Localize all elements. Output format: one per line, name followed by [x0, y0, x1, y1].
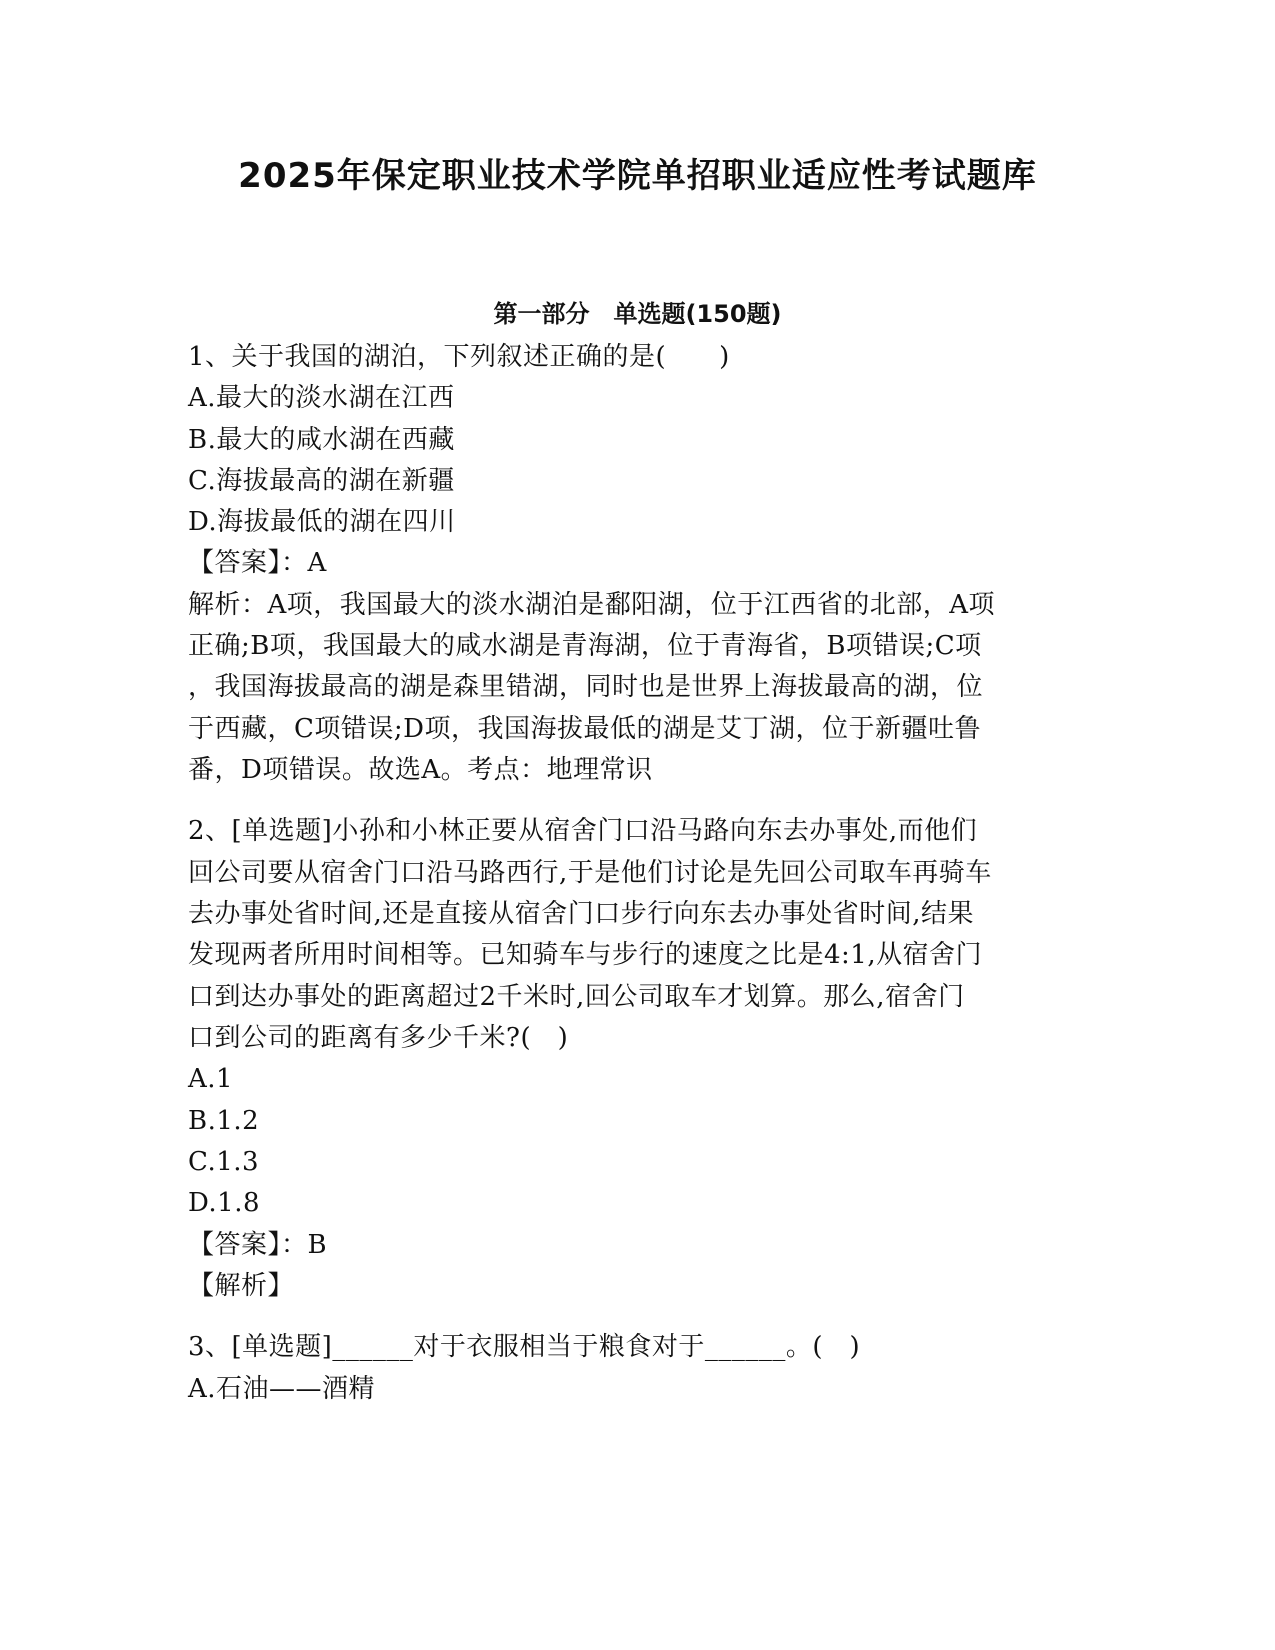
question-1-option-c: C.海拔最高的湖在新疆 — [188, 466, 455, 496]
question-2-stem-line: 口到达办事处的距离超过2千米时,回公司取车才划算。那么,宿舍门 — [188, 982, 965, 1012]
question-3-option-a: A.石油——酒精 — [188, 1374, 376, 1404]
question-1-analysis-line: 番，D项错误。故选A。考点：地理常识 — [188, 755, 653, 785]
section-title: 第一部分 单选题(150题) — [493, 300, 782, 328]
question-1-stem: 1、关于我国的湖泊，下列叙述正确的是( ) — [188, 342, 730, 372]
question-2-stem-line: 2、[单选题]小孙和小林正要从宿舍门口沿马路向东去办事处,而他们 — [188, 816, 978, 846]
question-2-stem-line: 去办事处省时间,还是直接从宿舍门口步行向东去办事处省时间,结果 — [188, 899, 975, 929]
question-1-analysis-line: ，我国海拔最高的湖是森里错湖，同时也是世界上海拔最高的湖，位 — [188, 672, 984, 702]
question-2-answer: 【答案】：B — [188, 1230, 328, 1260]
question-2-stem-line: 发现两者所用时间相等。已知骑车与步行的速度之比是4:1,从宿舍门 — [188, 940, 983, 970]
question-1-option-d: D.海拔最低的湖在四川 — [188, 507, 456, 537]
question-2-stem-line: 口到公司的距离有多少千米?( ) — [188, 1023, 569, 1053]
question-2-option-c: C.1.3 — [188, 1147, 260, 1177]
question-1-analysis-line: 正确;B项，我国最大的咸水湖是青海湖，位于青海省，B项错误;C项 — [188, 631, 982, 661]
question-3-stem: 3、[单选题]______对于衣服相当于粮食对于______。( ) — [188, 1332, 861, 1362]
question-1-analysis-line: 解析：A项，我国最大的淡水湖泊是鄱阳湖，位于江西省的北部，A项 — [188, 590, 996, 620]
question-1-answer: 【答案】：A — [188, 548, 327, 578]
document-title: 2025年保定职业技术学院单招职业适应性考试题库 — [238, 156, 1037, 196]
question-1-option-a: A.最大的淡水湖在江西 — [188, 383, 455, 413]
question-2-stem-line: 回公司要从宿舍门口沿马路西行,于是他们讨论是先回公司取车再骑车 — [188, 858, 992, 888]
question-1-option-b: B.最大的咸水湖在西藏 — [188, 425, 455, 455]
question-2-analysis-label: 【解析】 — [188, 1271, 295, 1301]
question-2-option-d: D.1.8 — [188, 1188, 261, 1218]
question-1-analysis-line: 于西藏，C项错误;D项，我国海拔最低的湖是艾丁湖，位于新疆吐鲁 — [188, 714, 981, 744]
question-2-option-b: B.1.2 — [188, 1106, 260, 1136]
question-2-option-a: A.1 — [188, 1064, 234, 1094]
